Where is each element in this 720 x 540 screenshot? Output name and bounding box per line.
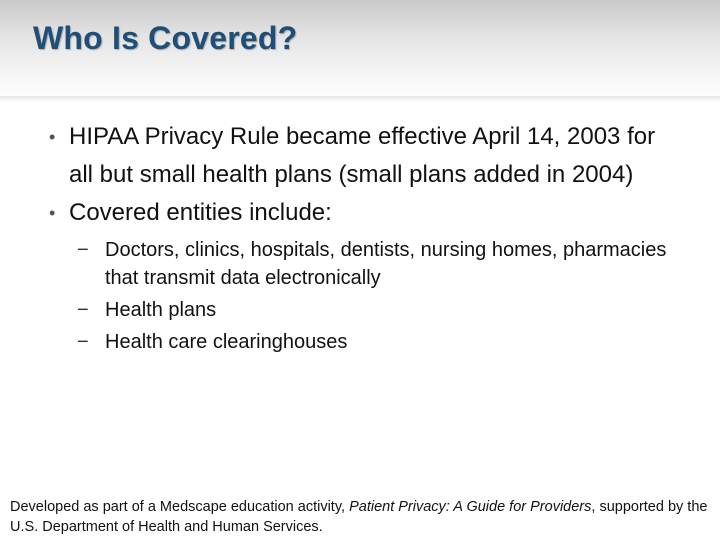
footer-credit (10, 497, 710, 537)
bullet-item-covered-entities (45, 194, 675, 232)
page-title: Who Is Covered? (33, 20, 298, 56)
bullet-text: Covered entities include: (69, 199, 332, 226)
dash-marker: − (77, 239, 89, 261)
sub-bullet-text: Health care clearinghouses (105, 331, 348, 353)
bullet-item-effective-date (45, 118, 675, 194)
dash-marker: − (77, 331, 89, 353)
sub-bullet-providers (45, 236, 675, 292)
footer-activity-title: Patient Privacy: A Guide for Providers (349, 499, 592, 515)
sub-bullet-clearinghouses (45, 328, 675, 356)
bullet-marker: • (49, 203, 56, 223)
footer-prefix: Developed as part of a Medscape education activity, (10, 499, 350, 515)
footer-suffix: , supported by the U.S. Department of Health and Human Services. (10, 499, 708, 535)
title-divider (0, 96, 720, 102)
bullet-text: HIPAA Privacy Rule became effective April 14, 2003 for all but small health plans (small plans added in 2004) (69, 123, 656, 188)
sub-bullet-text: Health plans (105, 299, 217, 321)
sub-bullet-text: Doctors, clinics, hospitals, dentists, nursing homes, pharmacies that transmit data electronically (105, 239, 667, 289)
bullet-marker: • (49, 127, 56, 147)
sub-bullet-health-plans (45, 296, 675, 324)
dash-marker: − (77, 299, 89, 321)
bullet-list (45, 118, 675, 356)
